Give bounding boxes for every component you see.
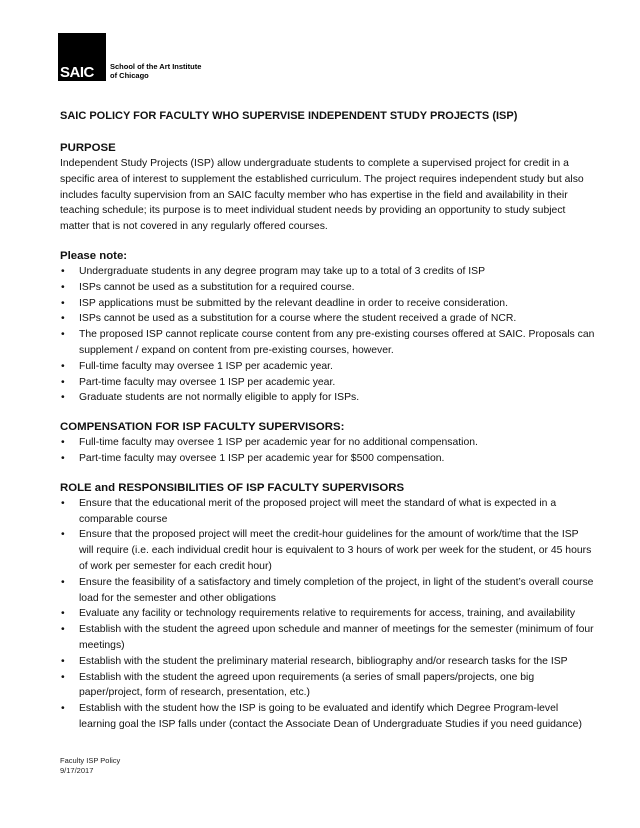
list-item: • Establish with the student the preliminary material research, bibliography and/or research tasks for the ISP: [60, 654, 595, 670]
document-body: [60, 109, 595, 746]
list-item: • Establish with the student the agreed upon requirements (a series of small papers/projects, one big paper/project, form of research, presentation, etc.): [60, 670, 595, 702]
saic-logo-mark: [58, 33, 106, 81]
list-item: • Establish with the student the agreed upon schedule and manner of meetings for the semester (minimum of four meetings): [60, 622, 595, 654]
saic-logo: [58, 33, 201, 81]
list-item: • ISP applications must be submitted by the relevant deadline in order to receive consideration.: [60, 296, 595, 312]
footer-doc-name: Faculty ISP Policy: [60, 756, 121, 765]
compensation-section: [60, 419, 595, 467]
list-item: • Graduate students are not normally eligible to apply for ISPs.: [60, 390, 595, 406]
document-title: SAIC POLICY FOR FACULTY WHO SUPERVISE INDEPENDENT STUDY PROJECTS (ISP): [60, 110, 518, 122]
saic-logo-wordmark: [110, 63, 201, 80]
roles-section: [60, 480, 595, 733]
list-item: • ISPs cannot be used as a substitution for a course where the student received a grade of NCR.: [60, 311, 595, 327]
purpose-paragraph: Independent Study Projects (ISP) allow undergraduate students to complete a supervised project for credit in a specific area of interest to supplement the established curriculum. The project requires independent study but also includes faculty supervision from an SAIC faculty member who has expertise in the field and availability in their teaching schedule; its purpose is to meet individual student needs by providing an opportunity to study subject matter that is not covered in any regularly offered courses.: [60, 158, 584, 233]
list-item: • Ensure the feasibility of a satisfactory and timely completion of the project, in light of the student’s overall course load for the semester and other obligations: [60, 575, 595, 607]
roles-list: [60, 496, 595, 733]
purpose-section: [60, 140, 595, 235]
roles-heading: ROLE and RESPONSIBILITIES OF ISP FACULTY SUPERVISORS: [60, 481, 405, 494]
list-item: • Evaluate any facility or technology requirements relative to requirements for access, training, and availability: [60, 606, 595, 622]
list-item: • Full-time faculty may oversee 1 ISP per academic year for no additional compensation.: [60, 435, 595, 451]
list-item: • ISPs cannot be used as a substitution for a required course.: [60, 280, 595, 296]
page-footer: [60, 756, 120, 776]
saic-logo-mark-text: SAIC: [60, 64, 94, 81]
note-section: [60, 248, 595, 406]
purpose-heading: PURPOSE: [60, 142, 116, 154]
list-item: • Part-time faculty may oversee 1 ISP per academic year for $500 compensation.: [60, 451, 595, 467]
list-item: • Part-time faculty may oversee 1 ISP per academic year.: [60, 375, 595, 391]
list-item: • Ensure that the proposed project will meet the credit-hour guidelines for the amount of work/time that the ISP will require (i.e. each individual credit hour is equivalent to 3 hours of work per week for the student, or 45 hours of work per semester for each credit hour): [60, 527, 595, 574]
list-item: • Ensure that the educational merit of the proposed project will meet the standard of what is expected in a comparable course: [60, 496, 595, 528]
list-item: • Full-time faculty may oversee 1 ISP per academic year.: [60, 359, 595, 375]
footer-date: 9/17/2017: [60, 766, 94, 775]
list-item: • The proposed ISP cannot replicate course content from any pre-existing courses offered at SAIC. Proposals can supplement / expand on content from pre-existing courses, however.: [60, 327, 595, 359]
list-item: • Establish with the student how the ISP is going to be evaluated and identify which Degree Program-level learning goal the ISP falls under (contact the Associate Dean of Undergraduate Studies if you need guidance): [60, 701, 595, 733]
logo-line-1: School of the Art Institute: [110, 62, 202, 71]
logo-line-2: of Chicago: [110, 70, 149, 80]
note-heading: Please note:: [60, 249, 128, 262]
note-list: [60, 264, 595, 406]
list-item: • Undergraduate students in any degree program may take up to a total of 3 credits of ISP: [60, 264, 595, 280]
compensation-heading: COMPENSATION FOR ISP FACULTY SUPERVISORS:: [60, 421, 345, 434]
compensation-list: [60, 435, 595, 467]
